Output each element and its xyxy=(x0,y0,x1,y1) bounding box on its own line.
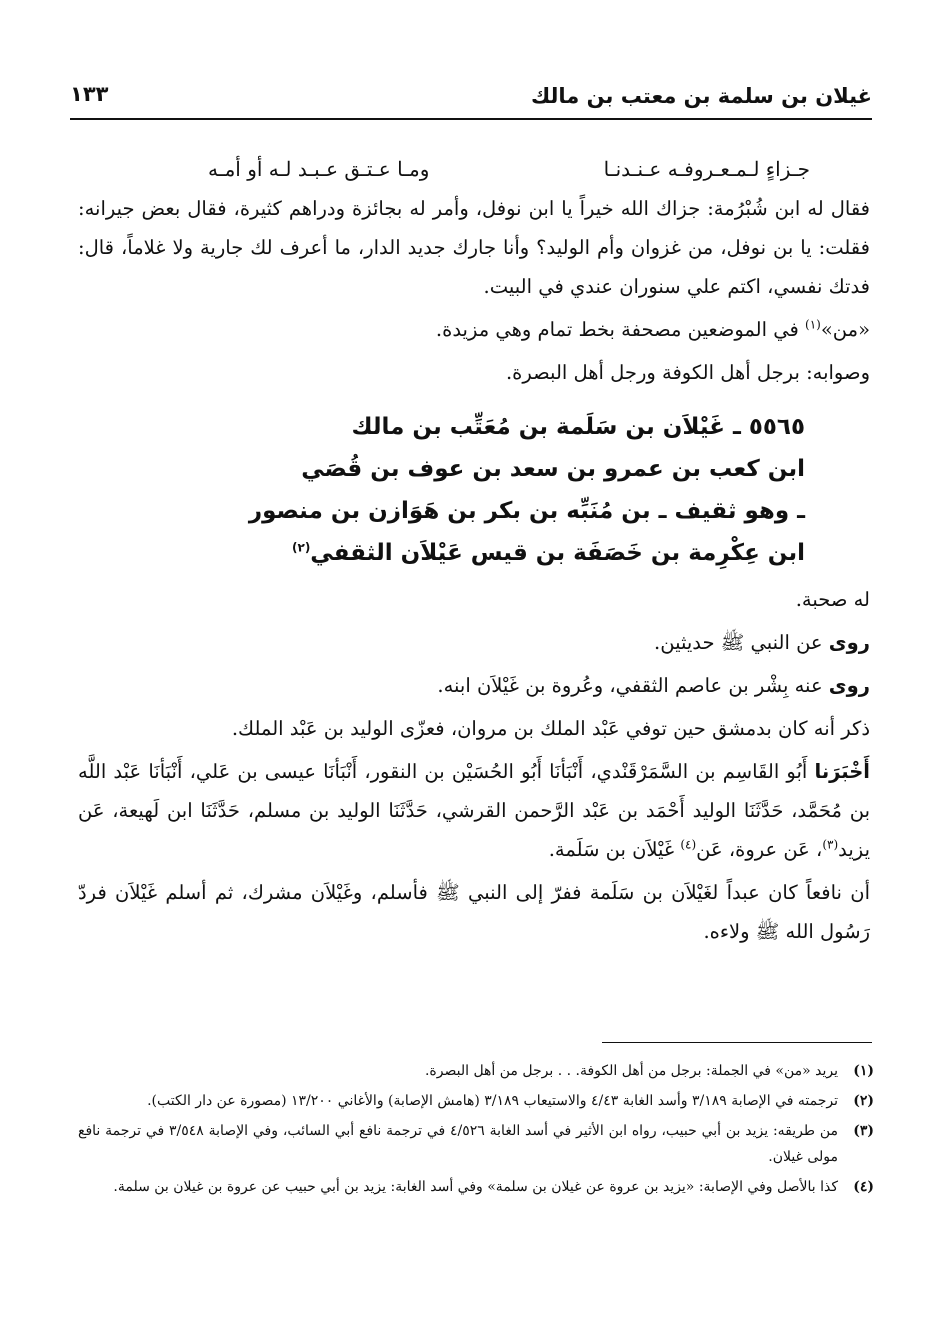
entry-heading-line-3: ـ وهو ثقيف ـ بن مُنَبِّه بن بكر بن هَوَازن بن منصور xyxy=(248,498,805,524)
footnote-text: كذا بالأصل وفي الإصابة: «يزيد بن عروة عن غيلان بن سلمة» وفي أسد الغابة: يزيد بن أبي حبيب عن عروة بن غيلان بن سلمة. xyxy=(113,1179,838,1195)
footnotes xyxy=(78,1058,874,1204)
entry-heading-line-4 xyxy=(78,532,805,574)
rawa2-label: روى xyxy=(828,674,870,697)
paragraph-sahaba: له صحبة. xyxy=(795,588,870,611)
rawa-text: عن النبي ﷺ حديثين. xyxy=(654,631,829,654)
footnote-text: ترجمته في الإصابة ٣/١٨٩ وأسد الغابة ٤/٤٣ والاستيعاب ٣/١٨٩ (هامش الإصابة) والأغاني ١٣/٢٠٠ (مصورة عن دار الكتب). xyxy=(147,1093,838,1109)
isnad-text-c: غَيْلاَن بن سَلَمة. xyxy=(548,838,681,861)
paragraph-dhukira: ذكر أنه كان بدمشق حين توفي عَبْد الملك بن مروان، فعزّى الوليد بن عَبْد الملك. xyxy=(231,717,870,740)
akhbarana-label: أَخْبَرَنا xyxy=(814,760,870,783)
rawa-label: روى xyxy=(828,631,870,654)
footnote-ref-4: (٤) xyxy=(680,837,697,852)
footnote-4 xyxy=(78,1174,874,1200)
entry-heading-line-4-text: ابن عِكْرِمة بن خَصَفَة بن قيس عَيْلاَن الثقفي xyxy=(310,540,805,566)
isnad-text-b: ، عَن عروة، عَن xyxy=(696,838,823,861)
footnote-number: (٣) xyxy=(853,1123,874,1139)
paragraph-isnad xyxy=(78,752,870,869)
paragraph-rawa-an xyxy=(78,623,870,662)
running-title: غيلان بن سلمة بن معتب بن مالك xyxy=(530,84,872,108)
verse-first-hemistich: جـزاءٍ لـمـعـروفـه عـنـدنـا xyxy=(603,157,810,181)
footnote-number: (٤) xyxy=(853,1179,874,1195)
poetry-verse xyxy=(78,150,870,189)
page-number: ١٣٣ xyxy=(70,82,109,106)
paragraph-correction: وصوابه: برجل أهل الكوفة ورجل أهل البصرة. xyxy=(505,361,870,384)
footnote-1 xyxy=(78,1058,874,1084)
footnote-ref-2: (٢) xyxy=(292,540,311,555)
verse-second-hemistich: ومـا عـتـق عـبـد لـه أو أمـه xyxy=(208,157,430,181)
footnote-ref-1: (١) xyxy=(805,317,821,332)
entry-heading-line-2: ابن كعب بن عمرو بن سعد بن عوف بن قُصَي xyxy=(301,456,805,482)
footnote-2 xyxy=(78,1088,874,1114)
paragraph-rawa-anhu xyxy=(78,666,870,705)
footnote-number: (١) xyxy=(853,1063,874,1079)
rawa2-text: عنه بِشْر بن عاصم الثقفي، وعُروة بن غَيْلاَن ابنه. xyxy=(437,674,829,697)
isnad-text-a: أَبُو القَاسِم بن السَّمَرْقَنْدي، أَنْبَأنَا أَبُو الحُسَيْن بن النقور، أَنْبَأنَا عيسى بن عَلي، أَنْبَأنَا عَبْد اللَّه بن مُحَمَّد، حَدَّثَنَا الوليد أَحْمَد بن عَبْد الرَّحمن القرشي، حَدَّثَنَا الوليد بن مسلم، حَدَّثَنَا ابن لَهيعة، عَن يزيد xyxy=(78,760,870,861)
note-min-text: في الموضعين مصحفة بخط تمام وهي مزيدة. xyxy=(435,318,806,341)
footnote-separator xyxy=(602,1042,872,1043)
footnote-3 xyxy=(78,1118,874,1170)
paragraph-story-nafi: أن نافعاً كان عبداً لغَيْلاَن بن سَلَمة ففرّ إلى النبي ﷺ فأسلم، وغَيْلاَن مشرك، ثم أسلم غَيْلاَن فردّ رَسُول الله ﷺ ولاءه. xyxy=(78,881,870,943)
note-min-word: «من» xyxy=(820,318,870,341)
page-header xyxy=(70,78,872,120)
footnote-number: (٢) xyxy=(853,1093,874,1109)
paragraph-note-min xyxy=(78,310,870,349)
main-text xyxy=(78,150,870,951)
paragraph-ibn-shubruma: فقال له ابن شُبْرُمة: جزاك الله خيراً يا ابن نوفل، وأمر له بجائزة ودراهم كثيرة، فقال بعض جيرانه: فقلت: يا بن نوفل، من غزوان وأم الوليد؟ وأنا جارك جديد الدار، ما أعرف لك جارية ولا غلاماً، قال: فدتك نفسي، اكتم علي سنوران عندي في البيت. xyxy=(78,197,870,298)
entry-heading xyxy=(78,406,870,574)
footnote-text: يريد «من» في الجملة: برجل من أهل الكوفة. . . برجل من أهل البصرة. xyxy=(424,1063,838,1079)
footnote-text: من طريقه: يزيد بن أبي حبيب، رواه ابن الأثير في أسد الغابة ٤/٥٢٦ في ترجمة نافع أبي السائب، وفي الإصابة ٣/٥٤٨ في ترجمة نافع مولى غيلان. xyxy=(78,1123,838,1165)
footnote-ref-3: (٣) xyxy=(822,837,839,852)
entry-heading-line-1: ٥٥٦٥ ـ غَيْلاَن بن سَلَمة بن مُعَتِّب بن مالك xyxy=(351,414,805,440)
